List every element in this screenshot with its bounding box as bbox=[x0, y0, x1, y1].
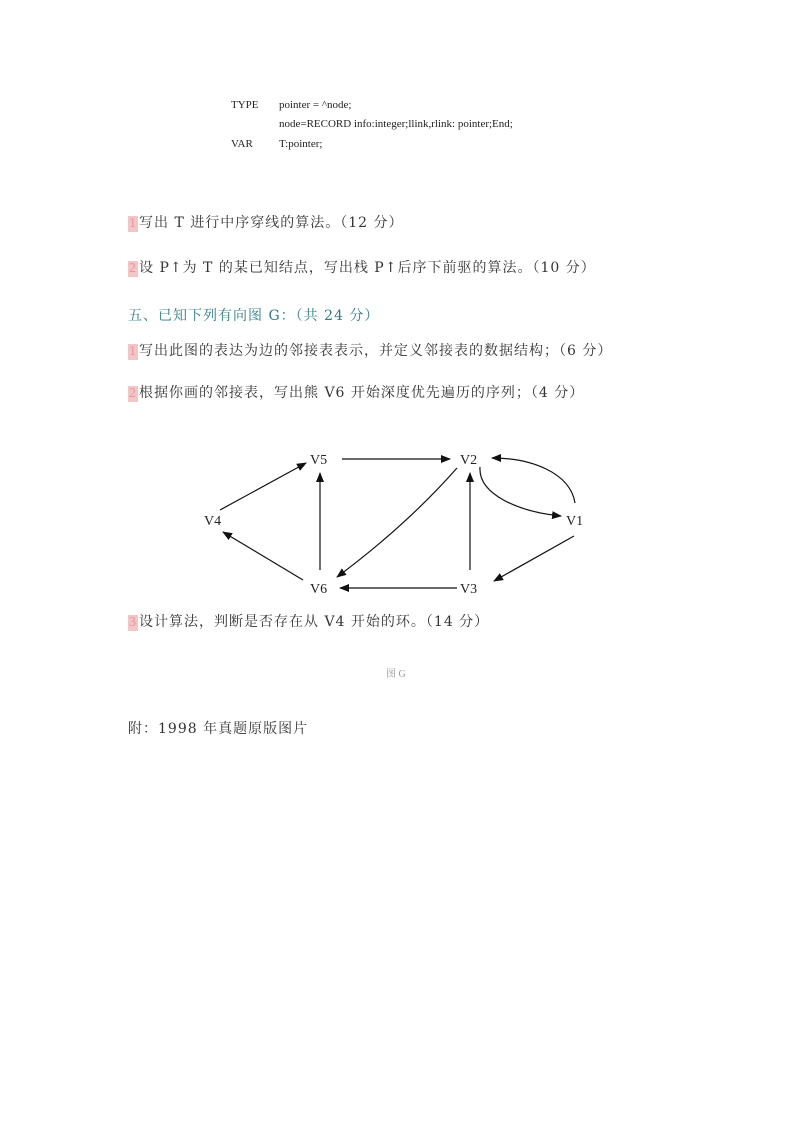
question-text: 写出 T 进行中序穿线的算法。（12 分） bbox=[139, 215, 404, 231]
appendix-note: 附：1998 年真题原版图片 bbox=[128, 721, 309, 737]
node-v6: V6 bbox=[310, 582, 328, 597]
code-keyword-type: TYPE bbox=[231, 99, 259, 111]
node-v5: V5 bbox=[310, 453, 328, 468]
figure-caption: 图 G bbox=[386, 669, 406, 680]
question-text: 设计算法，判断是否存在从 V4 开始的环。（14 分） bbox=[139, 614, 490, 630]
edge-v4-v5 bbox=[220, 463, 306, 510]
edge-v6-v4 bbox=[223, 532, 303, 580]
node-v4: V4 bbox=[204, 514, 222, 529]
node-v3: V3 bbox=[460, 582, 478, 597]
code-line-2: node=RECORD info:integer;llink,rlink: pointer;End; bbox=[279, 118, 513, 130]
code-line-3: T:pointer; bbox=[279, 138, 323, 150]
section-title: 五、已知下列有向图 G：（共 24 分） bbox=[128, 308, 380, 324]
edge-v1-v2 bbox=[492, 458, 575, 503]
question-item bbox=[128, 611, 489, 631]
edge-v2-v1 bbox=[480, 467, 561, 516]
question-text: 设 P↑为 T 的某已知结点，写出栈 P↑后序下前驱的算法。（10 分） bbox=[139, 260, 596, 276]
question-number: 3 bbox=[129, 615, 137, 630]
question-number: 2 bbox=[129, 261, 137, 276]
code-line-1-body: pointer = ^node; bbox=[279, 99, 352, 111]
node-v1: V1 bbox=[566, 514, 584, 529]
question-text: 根据你画的邻接表，写出熊 V6 开始深度优先遍历的序列；（4 分） bbox=[139, 385, 585, 401]
question-number: 1 bbox=[129, 216, 137, 231]
edge-v2-v6 bbox=[337, 468, 457, 577]
code-keyword-var: VAR bbox=[231, 138, 253, 150]
edge-v1-v3 bbox=[494, 536, 574, 581]
node-v2: V2 bbox=[460, 453, 478, 468]
question-number: 2 bbox=[129, 386, 137, 401]
question-text: 写出此图的表达为边的邻接表表示，并定义邻接表的数据结构；（6 分） bbox=[139, 343, 613, 359]
question-number: 1 bbox=[129, 344, 137, 359]
